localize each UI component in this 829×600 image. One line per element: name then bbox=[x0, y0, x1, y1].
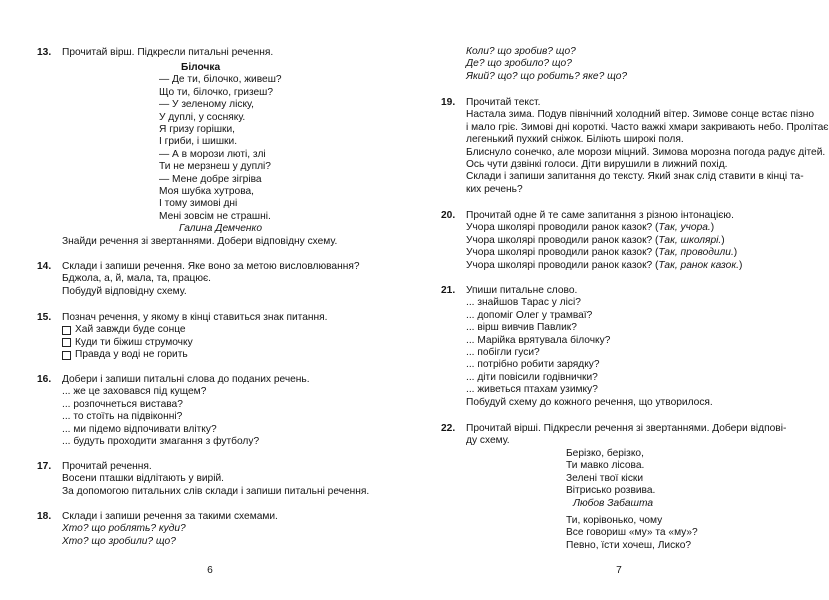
exercise-instruction: Познач речення, у якому в кінці ставиться знак питання. bbox=[62, 312, 328, 323]
exercise-22 bbox=[441, 423, 787, 448]
poem-korivonka bbox=[566, 515, 698, 552]
exercise-text: ... розпочнеться вистава? bbox=[62, 398, 183, 410]
page-number: 7 bbox=[616, 565, 622, 576]
poem-line: У дуплі, у сосняку. bbox=[159, 111, 246, 123]
exercise-instruction: ду схему. bbox=[466, 435, 510, 447]
question-row bbox=[466, 235, 742, 247]
text-line: легенький пухкий сніжок. Біліють широкі поля. bbox=[466, 134, 684, 146]
poem-line: Мені зовсім не страшні. bbox=[159, 210, 271, 222]
poem-line: Я гризу горішки, bbox=[159, 124, 235, 136]
exercise-number: 14. bbox=[37, 261, 52, 272]
poem-line: Вітрисько розвива. bbox=[566, 485, 656, 497]
poem-line: Берізко, берізко, bbox=[566, 448, 644, 459]
exercise-number: 21. bbox=[441, 285, 456, 296]
exercise-instruction: Добери і запиши питальні слова до поданих речень. bbox=[62, 374, 310, 385]
exercise-instruction: Знайди речення зі звертаннями. Добери відповідну схему. bbox=[62, 236, 338, 247]
option-label: Хай завжди буде сонце bbox=[75, 324, 186, 336]
poem-title: Білочка bbox=[181, 62, 221, 73]
text-line: Ось чути дзвінкі голоси. Діти вирушили в лижний похід. bbox=[466, 159, 728, 171]
exercise-text: ... знайшов Тарас у лісі? bbox=[466, 297, 581, 309]
exercise-instruction: Прочитай вірш. Підкресли питальні речення. bbox=[62, 47, 274, 58]
question-text: Учора школярі проводили ранок казок? ( bbox=[466, 259, 659, 271]
text-line: Блиснуло сонечко, але морози міцний. Зимова морозна погода радує дітей. bbox=[466, 146, 826, 158]
checkbox[interactable] bbox=[62, 326, 71, 335]
answer-hint: Так, проводили. bbox=[658, 247, 734, 259]
option-label: Правда у воді не горить bbox=[75, 349, 188, 361]
exercise-instruction: Прочитай одне й те саме запитання з різною інтонацією. bbox=[466, 210, 734, 221]
answer-hint: Так, ранок казок. bbox=[658, 259, 739, 271]
page-number: 6 bbox=[207, 565, 213, 576]
exercise-text: ... вірш вивчив Павлик? bbox=[466, 322, 577, 334]
poem-author: Галина Демченко bbox=[179, 223, 262, 235]
exercise-number: 17. bbox=[37, 461, 52, 472]
exercise-text: Восени пташки відлітають у вирій. bbox=[62, 473, 224, 485]
exercise-21 bbox=[441, 285, 713, 409]
exercise-instruction: Прочитай текст. bbox=[466, 97, 541, 108]
exercise-15 bbox=[37, 312, 328, 362]
exercise-16 bbox=[37, 374, 310, 448]
poem-line: — Мене добре зігріва bbox=[159, 173, 262, 185]
exercise-instruction: За допомогою питальних слів склади і запиши питальні речення. bbox=[62, 485, 370, 497]
paren-close: ) bbox=[733, 247, 738, 259]
exercise-text: ... потрібно робити зарядку? bbox=[466, 359, 600, 371]
text-line: Настала зима. Подув північний холодний вітер. Зимове сонце встає пізно bbox=[466, 109, 815, 121]
exercise-13-task bbox=[62, 236, 337, 248]
paren-close: ) bbox=[710, 222, 715, 234]
exercise-instruction: Побудуй схему до кожного речення, що утворилося. bbox=[466, 396, 713, 408]
question-row bbox=[466, 260, 742, 272]
exercise-text: ... діти повісили годівнички? bbox=[466, 371, 598, 383]
paren-close: ) bbox=[721, 234, 725, 246]
exercise-text: ... ми підемо відпочивати влітку? bbox=[62, 423, 217, 435]
poem-author: Любов Забашта bbox=[573, 497, 653, 509]
poem-line: І гриби, і шишки. bbox=[159, 136, 238, 148]
exercise-instruction: Прочитай вірші. Підкресли речення зі звертаннями. Добери відпові- bbox=[466, 423, 787, 434]
checkbox-option[interactable] bbox=[62, 349, 328, 361]
question-row bbox=[466, 247, 742, 259]
question-text: Учора школярі проводили ранок казок? ( bbox=[466, 234, 659, 246]
scheme-line: Хто? що роблять? куди? bbox=[62, 523, 186, 535]
exercise-text: ... Марійка врятувала білочку? bbox=[466, 334, 611, 346]
exercise-number: 13. bbox=[37, 47, 52, 58]
scheme-line: Хто? що зробили? що? bbox=[62, 535, 176, 547]
exercise-text: Бджола, а, й, мала, та, працює. bbox=[62, 273, 212, 285]
exercise-14 bbox=[37, 261, 360, 298]
question-text: Учора школярі проводили ранок казок? ( bbox=[466, 222, 659, 234]
poem-line: Моя шубка хутрова, bbox=[159, 186, 254, 198]
poem-berizko bbox=[566, 448, 655, 510]
text-line: і мало гріє. Зимові дні короткі. Часто важкі хмари закривають небо. Пролітає bbox=[466, 121, 829, 133]
exercise-18 bbox=[37, 511, 278, 548]
exercise-text: ... побігли гуси? bbox=[466, 347, 540, 359]
question-text: Учора школярі проводили ранок казок? ( bbox=[466, 247, 659, 259]
answer-hint: Так, учора. bbox=[658, 222, 711, 234]
option-label: Куди ти біжиш струмочку bbox=[75, 336, 193, 348]
exercise-text: ... живеться птахам узимку? bbox=[466, 384, 598, 396]
poem-line: — Де ти, білочко, живеш? bbox=[159, 74, 282, 86]
exercise-number: 16. bbox=[37, 374, 52, 385]
checkbox[interactable] bbox=[62, 338, 71, 347]
checkbox[interactable] bbox=[62, 351, 71, 360]
exercise-instruction: Склади і запиши речення за такими схемами. bbox=[62, 511, 278, 522]
exercise-instruction: ких речень? bbox=[466, 183, 523, 195]
poem-line: Що ти, білочко, гризеш? bbox=[159, 86, 274, 98]
exercise-instruction: Упиши питальне слово. bbox=[466, 285, 578, 296]
exercise-number: 18. bbox=[37, 511, 52, 522]
exercise-number: 19. bbox=[441, 97, 456, 108]
question-row bbox=[466, 222, 742, 234]
scheme-line: Який? що? що робить? яке? що? bbox=[466, 70, 628, 82]
exercise-text: ... допоміг Олег у трамваї? bbox=[466, 309, 593, 321]
exercise-19 bbox=[441, 97, 829, 196]
exercise-instruction: Побудуй відповідну схему. bbox=[62, 285, 187, 297]
poem-line: Ти, корівонько, чому bbox=[566, 515, 663, 526]
scheme-line: Коли? що зробив? що? bbox=[466, 46, 576, 57]
poem-line: Ти мавко лісова. bbox=[566, 460, 645, 472]
exercise-17 bbox=[37, 461, 370, 498]
exercise-instruction: Склади і запиши запитання до тексту. Який знак слід ставити в кінці та- bbox=[466, 171, 804, 183]
exercise-13 bbox=[37, 47, 274, 59]
poem-line: — А в морози люті, злі bbox=[159, 148, 266, 160]
exercise-20 bbox=[441, 210, 743, 272]
exercise-18-continued bbox=[466, 46, 627, 83]
poem-line: Ти не мерзнеш у дуплі? bbox=[159, 161, 271, 173]
checkbox-option[interactable] bbox=[62, 324, 328, 336]
poem-line: Зелені твої кіски bbox=[566, 472, 644, 484]
exercise-number: 20. bbox=[441, 210, 456, 221]
exercise-text: ... будуть проходити змагання з футболу? bbox=[62, 436, 260, 448]
exercise-instruction: Прочитай речення. bbox=[62, 461, 152, 472]
right-page bbox=[414, 0, 829, 600]
exercise-text: ... же це заховався під кущем? bbox=[62, 386, 207, 398]
exercise-text: ... то стоїть на підвіконні? bbox=[62, 411, 183, 423]
paren-close: ) bbox=[738, 259, 743, 271]
exercise-number: 15. bbox=[37, 312, 52, 323]
checkbox-option[interactable] bbox=[62, 337, 328, 349]
left-page bbox=[0, 0, 414, 600]
poem-line: Все говориш «му» та «му»? bbox=[566, 527, 698, 539]
poem-line: — У зеленому ліску, bbox=[159, 99, 254, 111]
answer-hint: Так, школярі. bbox=[658, 234, 722, 246]
poem-bilochka bbox=[159, 62, 282, 236]
poem-line: І тому зимові дні bbox=[159, 198, 238, 210]
exercise-number: 22. bbox=[441, 423, 456, 434]
scheme-line: Де? що зробило? що? bbox=[466, 58, 572, 70]
poem-line: Певно, їсти хочеш, Лиско? bbox=[566, 539, 692, 551]
exercise-instruction: Склади і запиши речення. Яке воно за метою висловлювання? bbox=[62, 261, 360, 272]
